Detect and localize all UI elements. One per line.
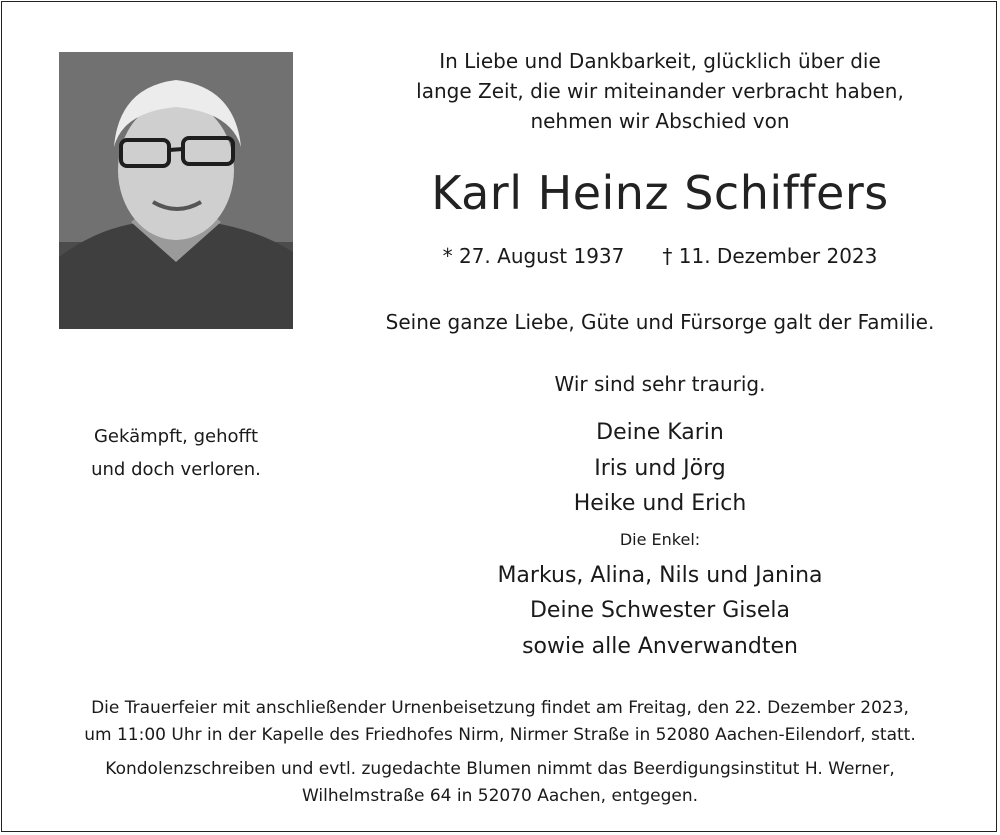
condolence-line: Kondolenzschreiben und evtl. zugedachte Blumen nimmt das Beerdigungsinstitut H. Werner,	[105, 759, 895, 779]
portrait-illustration	[59, 52, 293, 329]
ceremony-line: Die Trauerfeier mit anschließender Urnenbeisetzung findet am Freitag, den 22. Dezember 2023,	[91, 698, 909, 718]
family-member: Iris und Jörg	[594, 455, 726, 481]
intro-text	[360, 46, 960, 136]
intro-line: nehmen wir Abschied von	[530, 109, 790, 133]
ceremony-line: um 11:00 Uhr in der Kapelle des Friedhofes Nirm, Nirmer Straße in 52080 Aachen-Eilendorf, statt.	[84, 725, 916, 745]
portrait-photo	[59, 52, 293, 329]
condolence-line: Wilhelmstraße 64 in 52070 Aachen, entgegen.	[301, 786, 699, 806]
sad-text: Wir sind sehr traurig.	[554, 372, 766, 396]
motto-text: Seine ganze Liebe, Güte und Fürsorge galt der Familie.	[385, 310, 935, 334]
deceased-name: Karl Heinz Schiffers	[431, 166, 889, 220]
family-list	[360, 415, 960, 664]
enkel-label: Die Enkel:	[619, 529, 701, 549]
ceremony-info	[20, 695, 980, 749]
intro-line: In Liebe und Dankbarkeit, glücklich über die	[439, 49, 881, 73]
family-member: sowie alle Anverwandten	[522, 633, 798, 659]
death-date: † 11. Dezember 2023	[662, 244, 878, 268]
family-member: Markus, Alina, Nils und Janina	[497, 562, 823, 588]
quote-line: Gekämpft, gehofft	[93, 426, 259, 447]
family-member: Deine Schwester Gisela	[529, 598, 790, 623]
birth-date: * 27. August 1937	[442, 244, 625, 268]
life-dates	[360, 242, 960, 270]
family-member: Deine Karin	[596, 420, 724, 445]
family-member: Heike und Erich	[573, 491, 747, 516]
quote-text	[60, 420, 292, 486]
quote-line: und doch verloren.	[91, 459, 261, 480]
condolence-info	[20, 756, 980, 810]
intro-line: lange Zeit, die wir miteinander verbracht haben,	[416, 79, 904, 103]
